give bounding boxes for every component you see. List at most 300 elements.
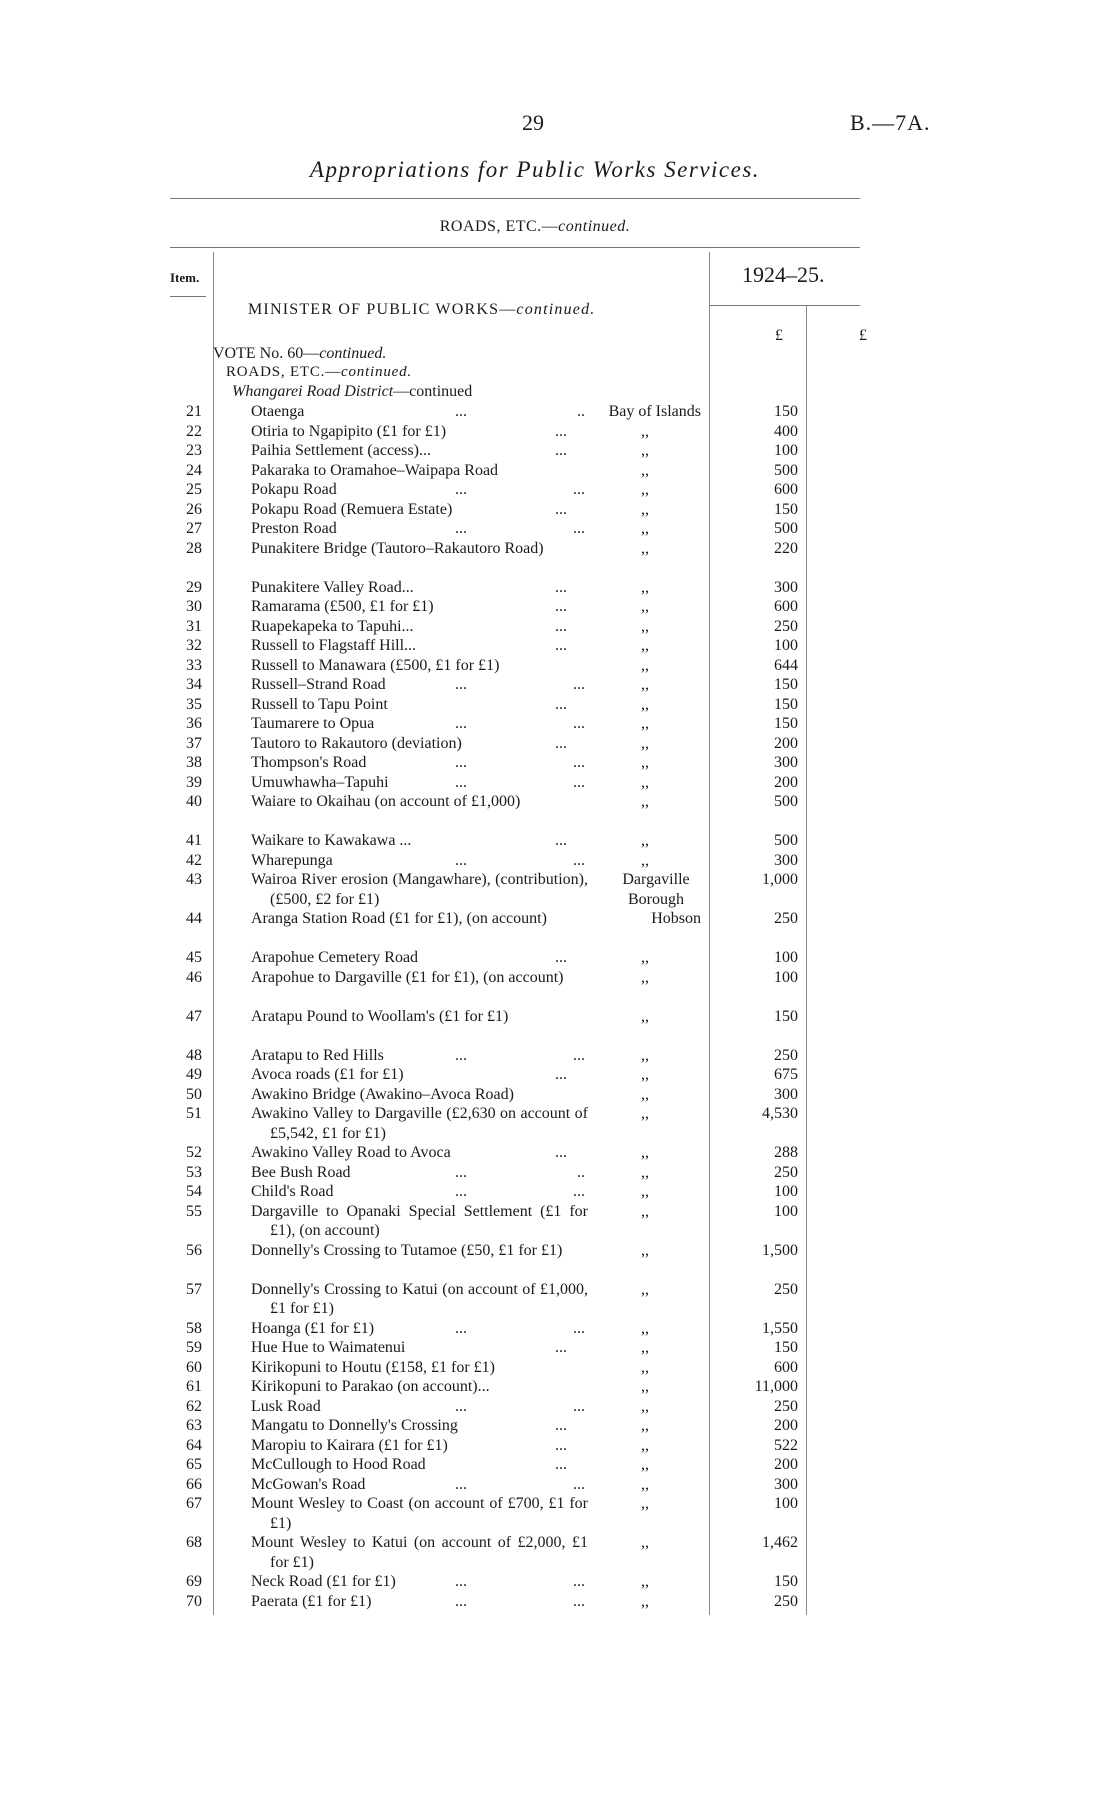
table-row <box>0 636 1114 656</box>
amount: 1,000 <box>762 871 798 888</box>
table-row <box>0 480 1114 500</box>
road-district: ,, <box>641 656 649 674</box>
leader-dot: ... <box>455 403 467 420</box>
road-district: ,, <box>641 637 649 654</box>
table-row <box>0 909 1114 948</box>
item-number: 68 <box>186 1534 202 1551</box>
item-number: 48 <box>186 1046 202 1064</box>
table-row <box>0 500 1114 520</box>
item-description: Ruapekapeka to Tapuhi... <box>251 617 414 635</box>
table-row <box>0 1007 1114 1046</box>
leader-dot: ... <box>573 1475 585 1493</box>
road-district: ,, <box>641 949 649 966</box>
leader-dot: ... <box>555 500 567 518</box>
road-district: ,, <box>641 851 649 869</box>
item-number: 41 <box>186 832 202 849</box>
item-description: Aratapu to Red Hills <box>251 1046 384 1064</box>
item-number: 47 <box>186 1007 202 1025</box>
item-column-header: Item. <box>170 270 200 285</box>
item-number: 22 <box>186 422 202 440</box>
road-district: ,, <box>641 520 649 537</box>
leader-dot: ... <box>573 1573 585 1590</box>
road-district: ,, <box>641 1417 649 1434</box>
item-number: 65 <box>186 1456 202 1473</box>
leader-dots <box>455 1182 585 1202</box>
leader-dot: ... <box>555 637 567 654</box>
currency-header-2: £ <box>859 327 867 344</box>
amount: 100 <box>774 949 798 966</box>
amount: 600 <box>774 481 798 498</box>
leader-dots <box>555 948 585 968</box>
table-row <box>0 734 1114 754</box>
table-row <box>0 1436 1114 1456</box>
item-description: Paerata (£1 for £1) <box>251 1592 372 1610</box>
leader-dots <box>555 1455 585 1475</box>
item-number: 62 <box>186 1397 202 1415</box>
item-number: 33 <box>186 656 202 674</box>
leader-dot: ... <box>555 1144 567 1161</box>
table-row <box>0 656 1114 676</box>
item-description: Lusk Road <box>251 1397 321 1415</box>
road-district: ,, <box>641 734 649 752</box>
leader-dot: ... <box>455 1163 467 1181</box>
amount: 200 <box>774 773 798 791</box>
item-number: 32 <box>186 637 202 654</box>
leader-dot: ... <box>455 481 467 498</box>
item-number: 45 <box>186 949 202 966</box>
item-number: 29 <box>186 578 202 596</box>
table-row <box>0 1455 1114 1475</box>
leader-dot: ... <box>555 1436 567 1454</box>
table-row <box>0 714 1114 734</box>
item-description: Otaenga <box>251 403 305 420</box>
item-number: 61 <box>186 1378 202 1395</box>
table-row <box>0 1358 1114 1378</box>
leader-dots <box>455 480 585 500</box>
amount: 300 <box>774 851 798 869</box>
item-number: 39 <box>186 773 202 791</box>
amount: 250 <box>774 1163 798 1181</box>
road-district: ,, <box>641 539 649 557</box>
table-row <box>0 753 1114 773</box>
amount: 150 <box>774 403 798 420</box>
table-row <box>0 948 1114 968</box>
leader-dots <box>455 1592 585 1612</box>
leader-dot: ... <box>555 598 567 615</box>
leader-dot: ... <box>455 754 467 771</box>
amount: 300 <box>774 1475 798 1493</box>
road-district: ,, <box>641 500 649 518</box>
leader-dot: .. <box>577 403 585 420</box>
road-district: Dargaville Borough <box>622 871 690 908</box>
amount: 250 <box>774 1592 798 1610</box>
table-row <box>0 1416 1114 1436</box>
item-description: Donnelly's Crossing to Tutamoe (£50, £1 for £1) <box>251 1241 563 1259</box>
leader-dot: ... <box>555 734 567 752</box>
leader-dot: ... <box>573 851 585 869</box>
road-district: ,, <box>641 1495 649 1512</box>
road-district: ,, <box>641 968 649 986</box>
leader-dots <box>555 734 585 754</box>
leader-dots <box>555 578 585 598</box>
road-district: ,, <box>641 1436 649 1454</box>
page-number: 29 <box>522 110 544 135</box>
amount: 500 <box>774 461 798 479</box>
leader-dot: ... <box>573 1319 585 1337</box>
item-description: Waiare to Okaihau (on account of £1,000) <box>251 793 521 810</box>
road-district: ,, <box>641 1105 649 1122</box>
amount: 675 <box>774 1066 798 1083</box>
item-number: 52 <box>186 1144 202 1161</box>
amount: 4,530 <box>762 1105 798 1122</box>
table-row <box>0 578 1114 598</box>
leader-dot: ... <box>573 1397 585 1415</box>
leader-dot: ... <box>455 520 467 537</box>
table-row <box>0 1046 1114 1066</box>
road-district: ,, <box>641 773 649 791</box>
road-district: ,, <box>641 481 649 498</box>
item-description: Kirikopuni to Parakao (on account)... <box>251 1378 490 1395</box>
leader-dot: ... <box>573 773 585 791</box>
item-description: Umuwhawha–Tapuhi <box>251 773 389 791</box>
leader-dot: ... <box>455 715 467 732</box>
table-row <box>0 1182 1114 1202</box>
leader-dot: ... <box>555 949 567 966</box>
leader-dot: ... <box>555 617 567 635</box>
table-row <box>0 1319 1114 1339</box>
item-number: 51 <box>186 1105 202 1122</box>
amount: 150 <box>774 695 798 713</box>
road-district: ,, <box>641 754 649 771</box>
item-number: 31 <box>186 617 202 635</box>
item-number: 21 <box>186 403 202 420</box>
leader-dot: ... <box>455 1319 467 1337</box>
leader-dot: ... <box>555 578 567 596</box>
item-description: Russell–Strand Road <box>251 676 386 693</box>
table-row <box>0 1280 1114 1319</box>
leader-dots <box>455 714 585 734</box>
table-row <box>0 617 1114 637</box>
item-number: 54 <box>186 1183 202 1200</box>
road-district: ,, <box>641 1046 649 1064</box>
item-number: 40 <box>186 793 202 810</box>
table-row <box>0 773 1114 793</box>
item-number: 34 <box>186 676 202 693</box>
road-district: ,, <box>641 1066 649 1083</box>
leader-dot: ... <box>573 754 585 771</box>
amount: 150 <box>774 1007 798 1025</box>
district-heading: Whangarei Road District—continued <box>232 383 473 400</box>
amount: 1,500 <box>762 1241 798 1259</box>
table-row <box>0 422 1114 442</box>
item-description: Dargaville to Opanaki Special Settlement (£1 for £1), (on account) <box>251 1202 588 1239</box>
item-description: Arapohue to Dargaville (£1 for £1), (on account) <box>251 968 564 986</box>
item-number: 59 <box>186 1339 202 1356</box>
leader-dot: ... <box>573 481 585 498</box>
leader-dots <box>455 402 585 422</box>
leader-dot: ... <box>455 851 467 869</box>
item-description: Hoanga (£1 for £1) <box>251 1319 375 1337</box>
item-number: 42 <box>186 851 202 869</box>
road-district: Hobson <box>651 910 701 927</box>
table-row <box>0 1377 1114 1397</box>
leader-dots <box>555 695 585 715</box>
amount: 150 <box>774 1573 798 1590</box>
item-number: 67 <box>186 1495 202 1512</box>
title-rule <box>170 198 860 199</box>
amount: 150 <box>774 676 798 693</box>
road-district: ,, <box>641 1144 649 1161</box>
amount: 1,462 <box>762 1534 798 1551</box>
item-description: Wairoa River erosion (Mangawhare), (contribution), (£500, £2 for £1) <box>251 871 588 908</box>
table-row <box>0 1338 1114 1358</box>
leader-dot: ... <box>573 1592 585 1610</box>
road-district: ,, <box>641 695 649 713</box>
road-district: ,, <box>641 676 649 693</box>
item-description: Kirikopuni to Houtu (£158, £1 for £1) <box>251 1358 495 1376</box>
leader-dots <box>455 1397 585 1417</box>
amount: 288 <box>774 1144 798 1161</box>
amount: 500 <box>774 793 798 810</box>
item-number: 30 <box>186 598 202 615</box>
item-description: Preston Road <box>251 520 337 537</box>
table-row <box>0 1202 1114 1241</box>
amount: 300 <box>774 578 798 596</box>
leader-dot: ... <box>555 442 567 459</box>
amount: 200 <box>774 734 798 752</box>
leader-dots <box>555 500 585 520</box>
amount: 500 <box>774 520 798 537</box>
item-number: 69 <box>186 1573 202 1590</box>
item-description: Hue Hue to Waimatenui <box>251 1339 406 1356</box>
amount: 100 <box>774 1495 798 1512</box>
roads-heading: ROADS, ETC.—continued. <box>226 364 412 380</box>
item-description: Russell to Manawara (£500, £1 for £1) <box>251 656 500 674</box>
item-description: Tautoro to Rakautoro (deviation) <box>251 734 462 752</box>
item-description: McCullough to Hood Road <box>251 1456 426 1473</box>
item-description: Neck Road (£1 for £1) <box>251 1573 396 1590</box>
amount: 100 <box>774 1202 798 1220</box>
item-number: 58 <box>186 1319 202 1337</box>
table-row <box>0 539 1114 578</box>
item-number: 26 <box>186 500 202 518</box>
road-district: ,, <box>641 1202 649 1220</box>
item-number: 24 <box>186 461 202 479</box>
item-description: Arapohue Cemetery Road <box>251 949 419 966</box>
year-column-header: 1924–25. <box>742 262 825 287</box>
leader-dot: .. <box>577 1163 585 1181</box>
table-row <box>0 461 1114 481</box>
item-description: Punakitere Valley Road... <box>251 578 414 596</box>
item-description: Mount Wesley to Katui (on account of £2,000, £1 for £1) <box>251 1534 588 1571</box>
amount: 150 <box>774 715 798 732</box>
road-district: ,, <box>641 1378 649 1395</box>
item-number: 57 <box>186 1280 202 1298</box>
leader-dots <box>555 1065 585 1085</box>
item-description: Thompson's Road <box>251 754 367 771</box>
item-description: Aranga Station Road (£1 for £1), (on account) <box>251 910 547 927</box>
item-number: 44 <box>186 910 202 927</box>
amount: 250 <box>774 617 798 635</box>
document-reference: B.—7A. <box>850 110 931 135</box>
item-description: Maropiu to Kairara (£1 for £1) <box>251 1436 448 1454</box>
item-number: 66 <box>186 1475 202 1493</box>
item-number: 55 <box>186 1202 202 1220</box>
leader-dots <box>555 831 585 851</box>
amount: 100 <box>774 968 798 986</box>
leader-dot: ... <box>555 1339 567 1356</box>
item-description: Mount Wesley to Coast (on account of £700, £1 for £1) <box>251 1495 588 1532</box>
section-title: ROADS, ETC.—continued. <box>439 218 631 235</box>
leader-dot: ... <box>555 422 567 440</box>
amount: 400 <box>774 422 798 440</box>
item-description: Donnelly's Crossing to Katui (on account of £1,000, £1 for £1) <box>251 1280 588 1317</box>
road-district: Bay of Islands <box>608 403 701 420</box>
table-row <box>0 968 1114 1007</box>
amount: 250 <box>774 910 798 927</box>
leader-dots <box>455 1572 585 1592</box>
leader-dots <box>455 519 585 539</box>
leader-dots <box>455 773 585 793</box>
amount: 1,550 <box>762 1319 798 1337</box>
table-row <box>0 1104 1114 1143</box>
road-district: ,, <box>641 1280 649 1298</box>
road-district: ,, <box>641 715 649 732</box>
item-description: Awakino Valley Road to Avoca <box>251 1144 451 1161</box>
leader-dot: ... <box>455 1592 467 1610</box>
table-row <box>0 1085 1114 1105</box>
item-description: Paihia Settlement (access)... <box>251 442 431 459</box>
leader-dot: ... <box>455 676 467 693</box>
table-row <box>0 1143 1114 1163</box>
leader-dots <box>555 1143 585 1163</box>
leader-dots <box>455 851 585 871</box>
item-number: 49 <box>186 1066 202 1083</box>
item-number: 37 <box>186 734 202 752</box>
amount: 600 <box>774 598 798 615</box>
amount: 100 <box>774 442 798 459</box>
item-description: Bee Bush Road <box>251 1163 351 1181</box>
item-number: 38 <box>186 754 202 771</box>
road-district: ,, <box>641 1241 649 1259</box>
item-description: Waikare to Kawakawa ... <box>251 832 412 849</box>
item-description: Punakitere Bridge (Tautoro–Rakautoro Road) <box>251 539 544 557</box>
item-description: Taumarere to Opua <box>251 715 375 732</box>
table-row <box>0 831 1114 851</box>
table-row <box>0 1533 1114 1572</box>
leader-dot: ... <box>555 695 567 713</box>
table-row <box>0 1163 1114 1183</box>
road-district: ,, <box>641 1573 649 1590</box>
road-district: ,, <box>641 617 649 635</box>
vote-heading: VOTE No. 60—continued. <box>213 345 387 362</box>
item-number: 60 <box>186 1358 202 1376</box>
minister-heading: MINISTER OF PUBLIC WORKS—continued. <box>248 301 596 318</box>
road-district: ,, <box>641 1085 649 1103</box>
leader-dots <box>555 617 585 637</box>
table-row <box>0 870 1114 909</box>
item-description: Awakino Valley to Dargaville (£2,630 on account of £5,542, £1 for £1) <box>251 1105 588 1142</box>
table-row <box>0 597 1114 617</box>
leader-dots <box>555 422 585 442</box>
leader-dot: ... <box>455 1573 467 1590</box>
table-row <box>0 1494 1114 1533</box>
item-number: 27 <box>186 520 202 537</box>
item-number: 25 <box>186 481 202 498</box>
item-number: 53 <box>186 1163 202 1181</box>
item-number: 46 <box>186 968 202 986</box>
leader-dots <box>555 441 585 461</box>
item-number: 23 <box>186 442 202 459</box>
item-number: 50 <box>186 1085 202 1103</box>
item-description: Otiria to Ngapipito (£1 for £1) <box>251 422 447 440</box>
leader-dots <box>455 753 585 773</box>
item-description: Pokapu Road <box>251 481 337 498</box>
leader-dot: ... <box>455 773 467 791</box>
leader-dot: ... <box>455 1046 467 1064</box>
table-row <box>0 1592 1114 1612</box>
table-row <box>0 1241 1114 1280</box>
amount: 100 <box>774 1183 798 1200</box>
amount: 250 <box>774 1046 798 1064</box>
table-row <box>0 851 1114 871</box>
currency-header-1: £ <box>775 327 783 344</box>
item-description: Awakino Bridge (Awakino–Avoca Road) <box>251 1085 514 1103</box>
year-header-rule <box>710 305 860 306</box>
leader-dot: ... <box>573 1183 585 1200</box>
appropriations-table <box>0 402 1114 1611</box>
amount: 300 <box>774 754 798 771</box>
leader-dot: ... <box>573 520 585 537</box>
amount: 150 <box>774 500 798 518</box>
item-description: Child's Road <box>251 1183 334 1200</box>
road-district: ,, <box>641 442 649 459</box>
leader-dots <box>555 1338 585 1358</box>
leader-dot: ... <box>455 1183 467 1200</box>
leader-dots <box>455 1475 585 1495</box>
leader-dot: ... <box>555 1066 567 1083</box>
table-row <box>0 441 1114 461</box>
road-district: ,, <box>641 1475 649 1493</box>
road-district: ,, <box>641 1397 649 1415</box>
road-district: ,, <box>641 1163 649 1181</box>
leader-dot: ... <box>573 1046 585 1064</box>
amount: 522 <box>774 1436 798 1454</box>
item-description: Russell to Flagstaff Hill... <box>251 637 417 654</box>
road-district: ,, <box>641 1339 649 1356</box>
amount: 150 <box>774 1339 798 1356</box>
item-number: 64 <box>186 1436 202 1454</box>
leader-dots <box>455 1046 585 1066</box>
road-district: ,, <box>641 1592 649 1610</box>
road-district: ,, <box>641 832 649 849</box>
leader-dots <box>455 675 585 695</box>
item-description: Russell to Tapu Point <box>251 695 388 713</box>
item-description: Wharepunga <box>251 851 333 869</box>
item-number: 70 <box>186 1592 202 1610</box>
leader-dots <box>555 1416 585 1436</box>
road-district: ,, <box>641 422 649 440</box>
item-description: Avoca roads (£1 for £1) <box>251 1066 404 1083</box>
leader-dots <box>555 636 585 656</box>
item-description: Pokapu Road (Remuera Estate) <box>251 500 453 518</box>
amount: 600 <box>774 1358 798 1376</box>
leader-dot: ... <box>555 832 567 849</box>
item-description: Pakaraka to Oramahoe–Waipapa Road <box>251 461 499 479</box>
table-row <box>0 1397 1114 1417</box>
item-number: 36 <box>186 715 202 732</box>
leader-dot: ... <box>573 676 585 693</box>
